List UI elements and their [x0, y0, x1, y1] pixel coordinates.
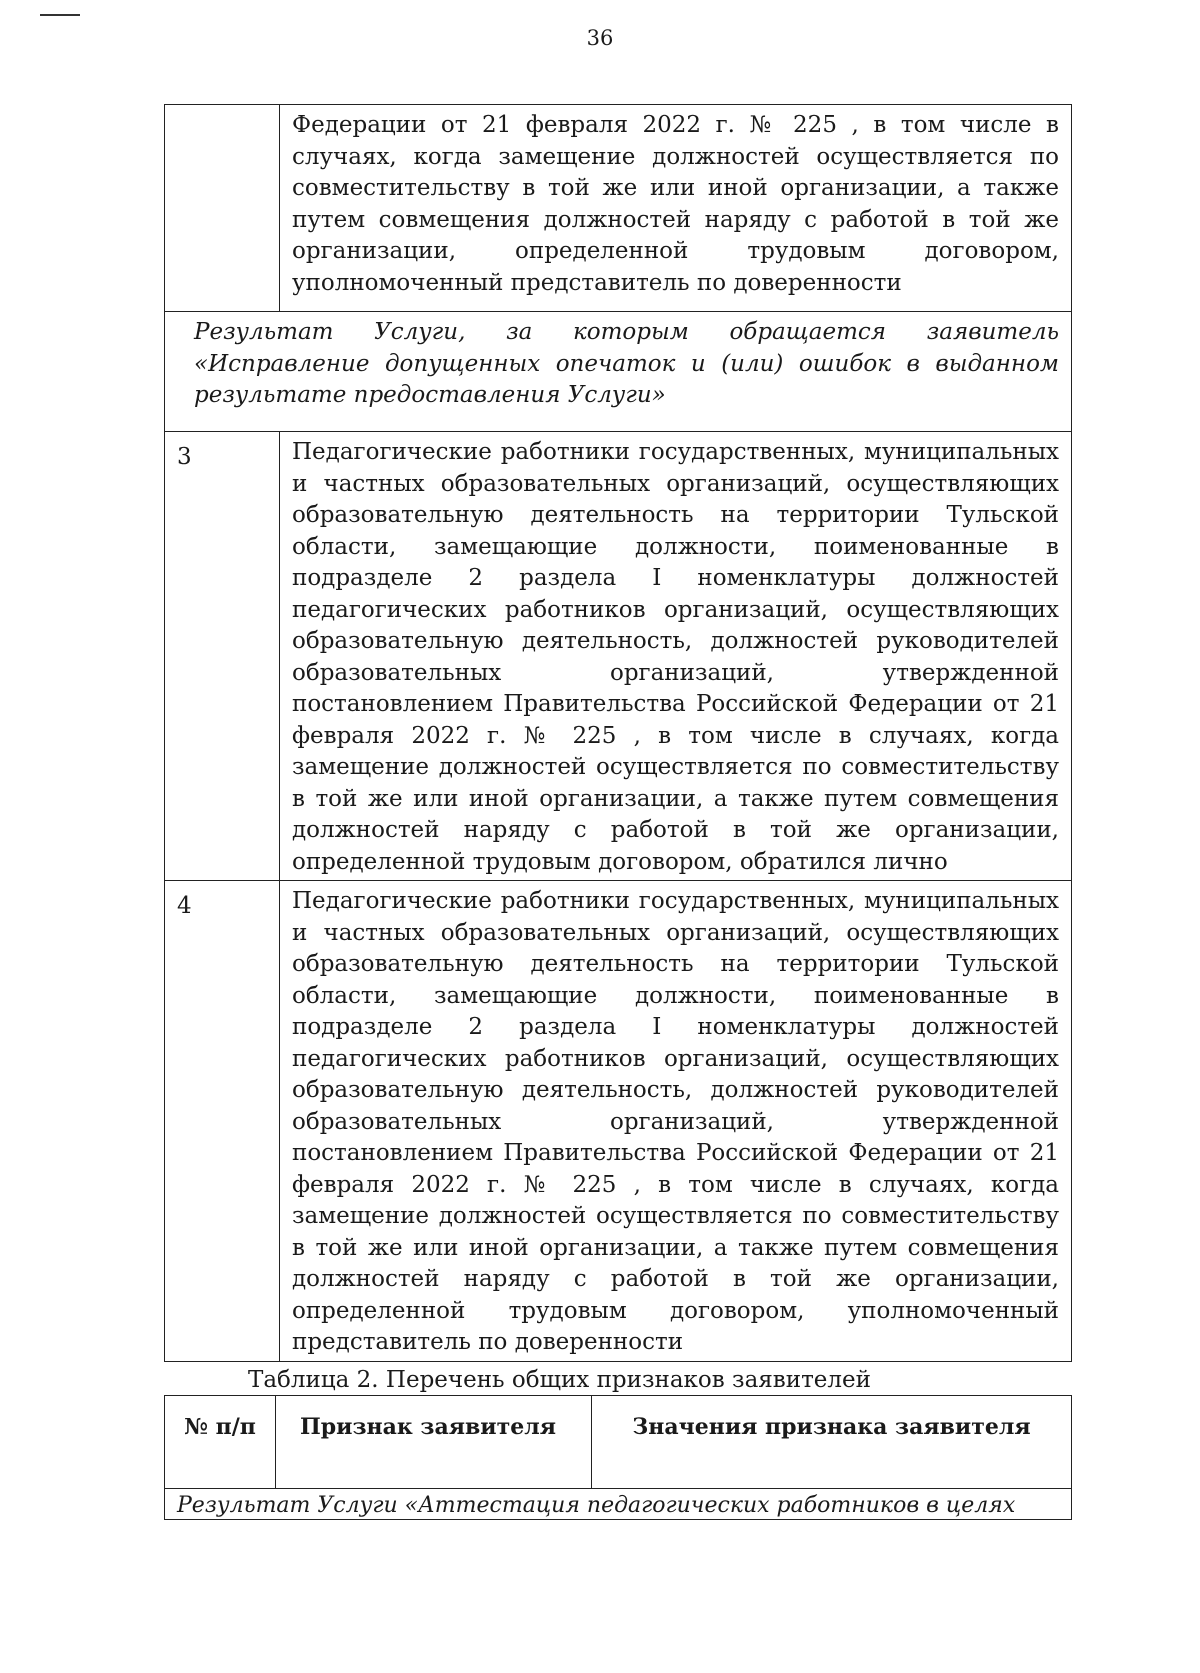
- column-header-number: № п/п: [165, 1396, 276, 1489]
- row-text: Педагогические работники государственных, муниципальных и частных образовательных организаций, осуществляющих образовательную деятельность на территории Тульской области, замещающие должности, поименованные в подразделе 2 раздела I номенклатуры должностей педагогических работников организаций, осуществляющих образовательную деятельность, должностей руководителей образовательных организаций, утвержденной постановлением Правительства Российской Федерации от 21 февраля 2022 г. № 225 , в том числе в случаях, когда замещение должностей осуществляется по совместительству в той же или иной организации, а также путем совмещения должностей наряду с работой в той же организации, определенной трудовым договором, обратился лично: [280, 432, 1072, 881]
- column-header-feature: Признак заявителя: [276, 1396, 592, 1489]
- applicants-table: [164, 104, 1072, 1362]
- section-heading: Результат Услуги, за которым обращается заявитель «Исправление допущенных опечаток и (или) ошибок в выданном результате предоставления Услуги»: [165, 312, 1072, 432]
- result-subheading: Результат Услуги «Аттестация педагогических работников в целях: [165, 1489, 1072, 1520]
- page-number: 36: [586, 26, 614, 50]
- table-row: [165, 105, 1072, 312]
- row-text: Педагогические работники государственных, муниципальных и частных образовательных организаций, осуществляющих образовательную деятельность на территории Тульской области, замещающие должности, поименованные в подразделе 2 раздела I номенклатуры должностей педагогических работников организаций, осуществляющих образовательную деятельность, должностей руководителей образовательных организаций, утвержденной постановлением Правительства Российской Федерации от 21 февраля 2022 г. № 225 , в том числе в случаях, когда замещение должностей осуществляется по совместительству в той же или иной организации, а также путем совмещения должностей наряду с работой в той же организации, определенной трудовым договором, уполномоченный представитель по доверенности: [280, 881, 1072, 1362]
- row-number: 3: [165, 432, 280, 881]
- corner-line: [40, 14, 80, 16]
- row-number: 4: [165, 881, 280, 1362]
- section-heading-row: [165, 312, 1072, 432]
- row-text: Федерации от 21 февраля 2022 г. № 225 , в том числе в случаях, когда замещение должностей осуществляется по совместительству в той же или иной организации, а также путем совмещения должностей наряду с работой в той же организации, определенной трудовым договором, уполномоченный представитель по доверенности: [280, 105, 1072, 312]
- table-caption: Таблица 2. Перечень общих признаков заявителей: [248, 1367, 871, 1393]
- subheading-row: [165, 1489, 1072, 1520]
- header-row: [165, 1396, 1072, 1489]
- row-number: [165, 105, 280, 312]
- table-row: [165, 432, 1072, 881]
- table-row: [165, 881, 1072, 1362]
- column-header-values: Значения признака заявителя: [592, 1396, 1072, 1489]
- common-features-table: [164, 1395, 1072, 1520]
